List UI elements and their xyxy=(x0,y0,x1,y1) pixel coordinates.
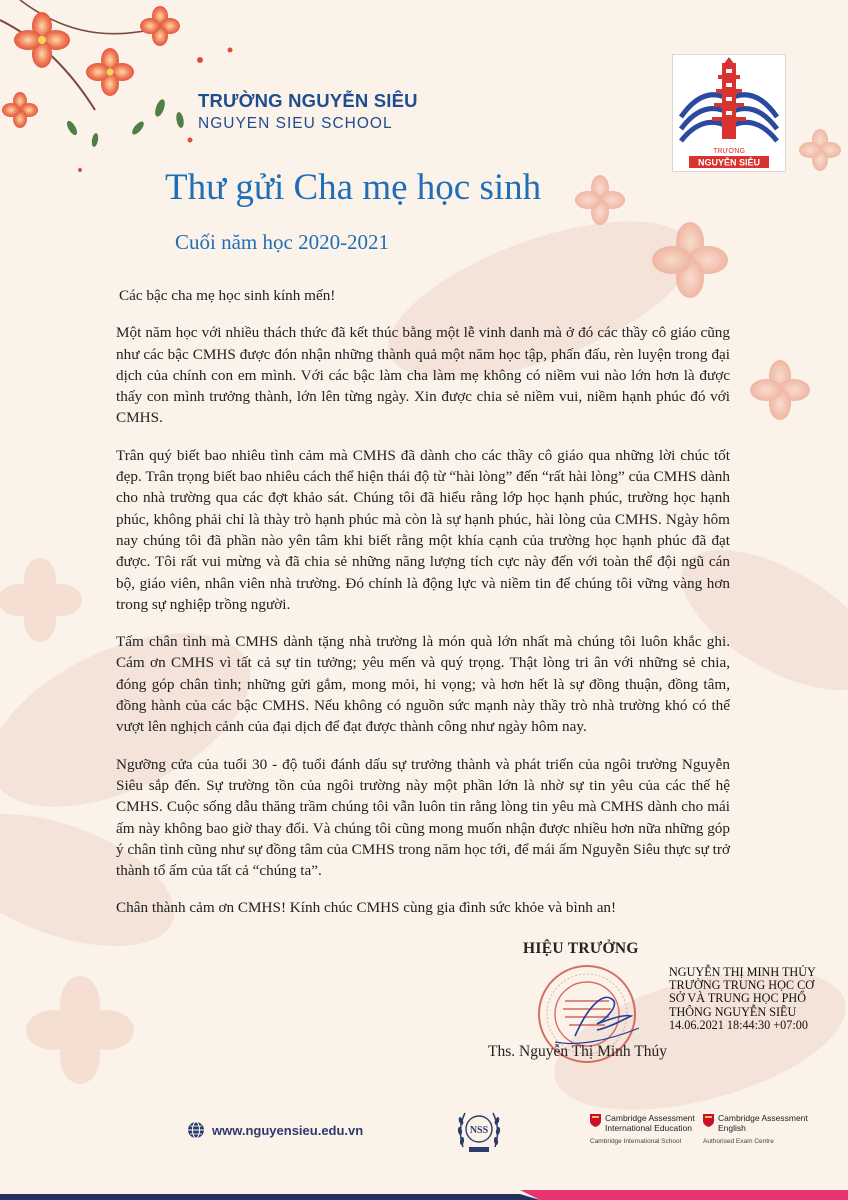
school-header xyxy=(198,90,418,133)
letter-paragraph-1: Một năm học với nhiều thách thức đã kết thúc bằng một lễ vinh danh mà ở đó các thầy cô giáo cũng như các bậc CMHS được đón nhận những thành quả một năm học tập, phấn đấu, rèn luyện trong đại dịch của chính con em mình. Với các bậc làm cha làm mẹ không có niềm vui nào lớn hơn là được thấy con mình trưởng thành, lớn lên từng ngày. Xin được chia sẻ niềm vui, niềm hạnh phúc đó với CMHS. xyxy=(116,324,730,427)
page-title: Thư gửi Cha mẹ học sinh xyxy=(165,167,542,208)
cambridge-international-badge xyxy=(590,1113,695,1145)
nss-emblem-icon xyxy=(455,1103,503,1159)
svg-text:NGUYỄN SIÊU: NGUYỄN SIÊU xyxy=(697,157,761,168)
letter-greeting: Các bậc cha mẹ học sinh kính mến! xyxy=(119,287,336,304)
digital-signer-org-line-2: SỞ VÀ TRUNG HỌC PHỔ xyxy=(669,991,807,1006)
cambridge-2-line-2: English xyxy=(718,1123,746,1133)
cambridge-shield-icon xyxy=(703,1114,714,1127)
globe-icon xyxy=(187,1121,205,1139)
school-name-en: NGUYEN SIEU SCHOOL xyxy=(198,115,393,132)
digital-signer-name: NGUYỄN THỊ MINH THỦY xyxy=(669,965,816,979)
cambridge-1-line-1: Cambridge Assessment xyxy=(605,1113,695,1123)
digital-signer-org-line-1: TRƯỜNG TRUNG HỌC CƠ xyxy=(669,978,814,993)
cambridge-2-line-1: Cambridge Assessment xyxy=(718,1113,808,1123)
letter-paragraph-5: Chân thành cảm ơn CMHS! Kính chúc CMHS cùng gia đình sức khỏe và bình an! xyxy=(116,899,617,917)
svg-text:TRƯỜNG: TRƯỜNG xyxy=(713,148,745,155)
svg-text:NSS: NSS xyxy=(469,1125,489,1136)
signer-name: Ths. Nguyễn Thị Minh Thúy xyxy=(488,1043,667,1060)
digital-signature-timestamp: 14.06.2021 18:44:30 +07:00 xyxy=(669,1017,808,1032)
letter-paragraph-2: Trân quý biết bao nhiêu tình cảm mà CMHS đã dành cho các thầy cô giáo qua những lời chúc tốt đẹp. Trân trọng biết bao nhiêu cách thể hiện thái độ từ “hài lòng” đến “rất hài lòng” của CMHS dành cho nhà trường qua các đợt khảo sát. Chúng tôi đã hiểu rằng lớp học hạnh phúc, trường học hạnh phúc, không phải chỉ là thày trò hạnh phúc mà còn là sự hạnh phúc, hài lòng của CMHS. Ngày hôm nay chúng tôi đã phần nào yên tâm khi biết rằng một khía cạnh của trường học hạnh phúc đã đạt được. Tôi rất vui mừng và đã chia sẻ những năng lượng tích cực này đến với toàn thể đội ngũ cán bộ, giáo viên, nhân viên nhà trường. Đó chính là động lực và niềm tin để chúng tôi vững vàng hơn trong sự nghiệp trồng người. xyxy=(116,446,730,613)
school-name-vi: TRƯỜNG NGUYỄN SIÊU xyxy=(198,90,418,111)
footer-color-bar xyxy=(0,1180,848,1200)
cambridge-1-line-2: International Education xyxy=(605,1123,692,1133)
school-logo-icon xyxy=(672,54,786,172)
cambridge-1-subtitle: Cambridge International School xyxy=(590,1138,682,1145)
digital-signature-info xyxy=(669,966,839,1032)
letter-paragraph-4: Ngưỡng cửa của tuổi 30 - độ tuổi đánh dấu sự trưởng thành và phát triển của ngôi trường Nguyễn Siêu sắp đến. Sự trường tồn của ngôi trường này một phần lớn là nhờ sự tin yêu của các thế hệ CMHS. Cuộc sống dẫu thăng trầm chúng tôi vẫn luôn tin rằng lòng tin yêu mà CMHS dành cho mái ấm này không bao giờ thay đổi. Và chúng tôi cũng mong muốn nhận được nhiều hơn nữa những góp ý chân tình cũng như sự đồng tâm của CMHS trong năm học tới, để mái ấm Nguyễn Siêu thực sự trở thành tổ ấm của tất cả “chúng ta”. xyxy=(116,755,730,880)
cambridge-english-badge xyxy=(703,1113,808,1145)
website-url: www.nguyensieu.edu.vn xyxy=(212,1122,364,1138)
cambridge-2-subtitle: Authorised Exam Centre xyxy=(703,1138,774,1145)
cambridge-shield-icon xyxy=(590,1114,601,1127)
signature-title: HIỆU TRƯỞNG xyxy=(523,940,639,957)
website-link[interactable] xyxy=(187,1121,363,1139)
digital-signer-org-line-3: THÔNG NGUYỄN SIÊU xyxy=(669,1004,797,1019)
page-subtitle: Cuối năm học 2020-2021 xyxy=(175,230,390,254)
letter-body xyxy=(116,285,730,935)
letter-paragraph-3: Tấm chân tình mà CMHS dành tặng nhà trường là món quà lớn nhất mà chúng tôi luôn khắc ghi. Cám ơn CMHS vì tất cả sự tin tưởng; yêu mến và quý trọng. Thật lòng tri ân với những sẻ chia, đóng góp chân tình; những gửi gắm, mong mỏi, hi vọng; và hơn hết là sự đồng thuận, đồng tâm, đồng hành của các bậc CMHS. Nếu không có nguồn sức mạnh này thầy trò nhà trường khó có thể vượt lên nghịch cảnh của đại dịch để đạt được thành công như ngày hôm nay. xyxy=(116,633,730,736)
